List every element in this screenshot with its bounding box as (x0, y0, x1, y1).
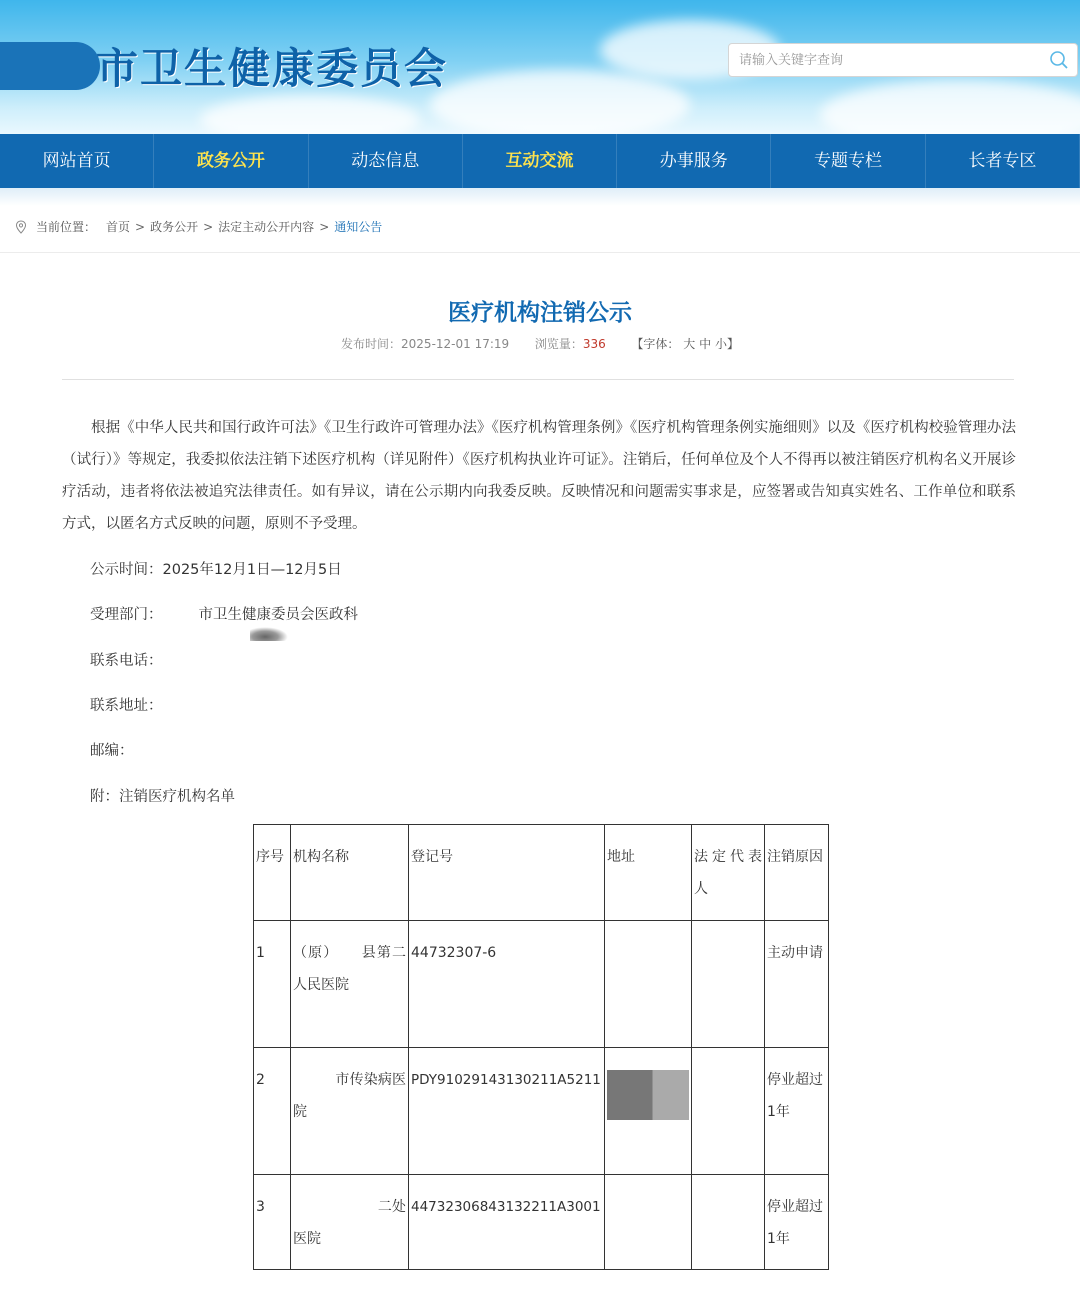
cell-reason: 主动申请 (765, 921, 829, 1048)
article-title: 医疗机构注销公示 (448, 300, 632, 326)
dept-value: 市卫生健康委员会医政科 (198, 607, 358, 623)
breadcrumb-government-affairs[interactable]: 政务公开 (150, 220, 199, 234)
publish-time: 2025-12-01 17:19 (401, 337, 510, 351)
cell-no: 3 (254, 1175, 291, 1270)
cell-reg: 44732307-6 (409, 921, 605, 1048)
cell-legal-rep (692, 1048, 765, 1175)
table-header-row (254, 825, 829, 921)
header-banner (0, 0, 1080, 134)
cell-reason: 停业超过1年 (765, 1175, 829, 1270)
header-reg: 登记号 (409, 825, 605, 921)
nav-item-elderly[interactable]: 长者专区 (926, 134, 1080, 188)
font-size-large[interactable]: 大 (683, 337, 696, 351)
breadcrumb-separator: > (319, 219, 330, 234)
breadcrumb-separator: > (203, 219, 214, 234)
nav-item-interaction[interactable]: 互动交流 (463, 134, 617, 188)
notice-time: 公示时间：2025年12月1日—12月5日 (90, 562, 342, 578)
article-meta (0, 335, 1080, 352)
cell-address (605, 1048, 692, 1175)
search-icon[interactable] (1049, 50, 1069, 70)
font-size-medium[interactable]: 中 (699, 337, 712, 351)
cell-no: 2 (254, 1048, 291, 1175)
cell-name: （原） 县第二人民医院 (291, 921, 409, 1048)
breadcrumb (14, 218, 382, 235)
cell-legal-rep (692, 1175, 765, 1270)
cell-name: 二处医院 (291, 1175, 409, 1270)
font-size-label: 【字体： (631, 337, 680, 351)
table-row (254, 921, 829, 1048)
banner-stripe (0, 42, 100, 90)
article-body: 根据《中华人民共和国行政许可法》《卫生行政许可管理办法》《医疗机构管理条例》《医疗机构管理条例实施细则》以及《医疗机构校验管理办法（试行）》等规定，我委拟依法注销下述医疗机构（详见附件）《医疗机构执业许可证》。注销后，任何单位及个人不得再以被注销医疗机构名义开展诊疗活动，违者将依法被追究法律责任。如有异议，请在公示期内向我委反映。反映情况和问题需实事求是，应签署或告知真实姓名、工作单位和联系方式，以匿名方式反映的问题，原则不予受理。 (62, 420, 1016, 532)
site-title: 市卫生健康委员会 (96, 44, 449, 93)
header-address: 地址 (605, 825, 692, 921)
nav-item-services[interactable]: 办事服务 (617, 134, 771, 188)
breadcrumb-separator: > (135, 219, 146, 234)
nav-item-home[interactable]: 网站首页 (0, 134, 154, 188)
nav-item-news[interactable]: 动态信息 (309, 134, 463, 188)
views-count: 336 (582, 337, 606, 351)
table-row (254, 1048, 829, 1175)
cell-name: 市传染病医院 (291, 1048, 409, 1175)
table-row (254, 1175, 829, 1270)
cell-legal-rep (692, 921, 765, 1048)
publish-label: 发布时间： (341, 337, 402, 351)
nav-item-topics[interactable]: 专题专栏 (771, 134, 925, 188)
institution-table (253, 824, 829, 1270)
cell-no: 1 (254, 921, 291, 1048)
address-label: 联系地址： (90, 698, 163, 714)
breadcrumb-prefix: 当前位置： (36, 220, 97, 234)
breadcrumb-notices[interactable]: 通知公告 (334, 220, 383, 234)
cell-reason: 停业超过1年 (765, 1048, 829, 1175)
font-size-close: 】 (726, 337, 739, 351)
postcode-label: 邮编： (90, 743, 134, 759)
header-name: 机构名称 (291, 825, 409, 921)
header-legal-rep: 法定代表人 (692, 825, 765, 921)
attachment-label: 附：注销医疗机构名单 (90, 789, 235, 805)
search-input[interactable] (729, 44, 1029, 76)
redaction-block (607, 1070, 689, 1120)
main-nav (0, 134, 1080, 188)
cell-address (605, 921, 692, 1048)
redaction-mark (250, 627, 288, 641)
header-reason: 注销原因 (765, 825, 829, 921)
dept-line (90, 603, 358, 624)
views-label: 浏览量： (534, 337, 583, 351)
breadcrumb-home[interactable]: 首页 (106, 220, 131, 234)
cell-reg: PDY91029143130211A5211 (409, 1048, 605, 1175)
breadcrumb-disclosure[interactable]: 法定主动公开内容 (218, 220, 315, 234)
location-pin-icon (14, 220, 28, 234)
phone-label: 联系电话： (90, 653, 163, 669)
nav-item-government-affairs[interactable]: 政务公开 (154, 134, 308, 188)
dept-label: 受理部门： (90, 607, 163, 623)
header-no: 序号 (254, 825, 291, 921)
font-size-small[interactable]: 小 (714, 337, 727, 351)
search-box[interactable] (728, 43, 1078, 77)
cell-reg: 44732306843132211A3001 (409, 1175, 605, 1270)
cell-address (605, 1175, 692, 1270)
